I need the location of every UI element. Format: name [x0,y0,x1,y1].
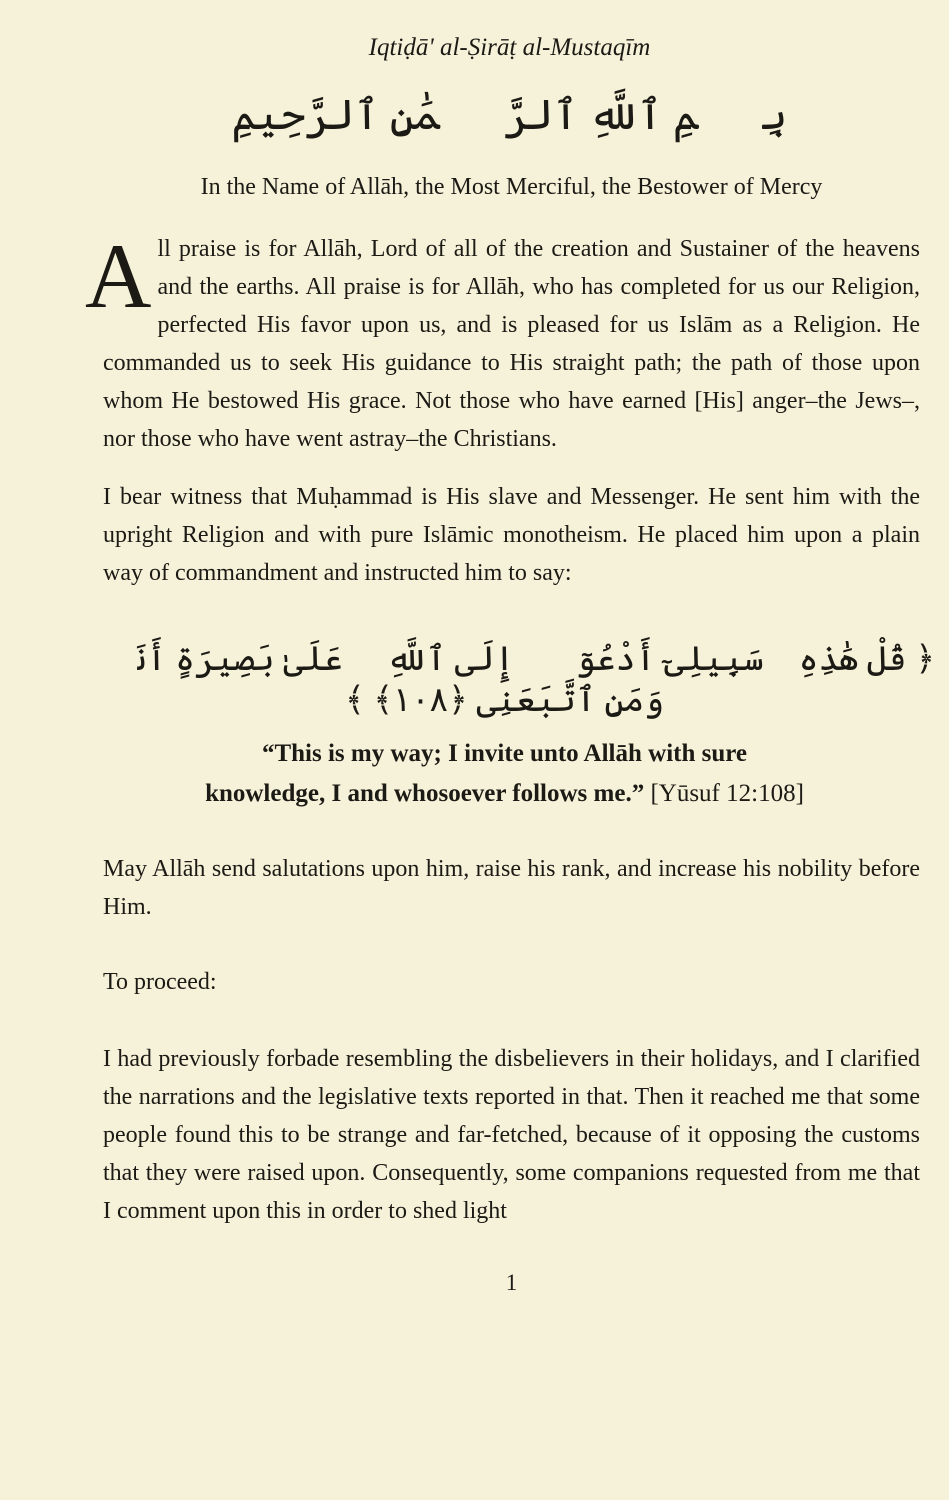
basmala-translation: In the Name of Allāh, the Most Merciful, the Bestower of Mercy [200,174,823,200]
paragraph-main: I had previously forbade resembling the disbelievers in their holidays, and I clarified the narrations and the legislative texts reported in that. Then it reached me that some people found this to be strange and far-fetched, because of it opposing the customs that they were raised upon. Consequently, some companions requested from me that I comment upon this in order to shed light [103,1046,920,1224]
drop-cap: A [85,225,152,327]
paragraph-to-proceed: To proceed: [103,969,217,995]
paragraph-witness: I bear witness that Muḥammad is His slave and Messenger. He sent him with the upright Religion and with pure Islāmic monotheism. He placed him upon a plain way of commandment and instructed him to say: [103,484,920,586]
quote-line-2: knowledge, I and whosoever follows me.” [205,780,645,807]
basmala-arabic: بِسۡمِ ٱللَّهِ ٱلرَّحۡمَٰنِ ٱلرَّحِيمِ [231,93,788,139]
quote-line-1: “This is my way; I invite unto Allāh with sure [261,740,748,767]
quote-reference: [Yūsuf 12:108] [650,780,804,807]
paragraph-opening-text: ll praise is for Allāh, Lord of all of the creation and Sustainer of the heavens and the earths. All praise is for Allāh, who has completed for us our Religion, perfected His favor upon us, and is pleased for us Islām as a Religion. He commanded us to seek His guidance to His straight path; the path of those upon whom He bestowed His grace. Not those who have earned [His] anger–the Jews–, nor those who have went astray–the Christians. [103,236,920,452]
page-number: 1 [505,1270,518,1295]
paragraph-salutations: May Allāh send salutations upon him, raise his rank, and increase his nobility before Him. [103,856,920,920]
quran-verse-arabic: ﴿ قُلْ هَٰذِهِۦ سَبِيلِىٓ أَدْعُوٓا۟ إِلَى ٱللَّهِ ۚ عَلَىٰ بَصِيرَةٍ أَنَا۠ وَمَنِ ٱتَّبَعَنِى ﴿١٠٨﴾ ﴾ [73,641,936,719]
running-head: Iqtiḍā' al-Ṣirāṭ al-Mustaqīm [368,34,651,61]
paragraph-opening [85,225,920,458]
quran-verse-translation [0,734,949,814]
